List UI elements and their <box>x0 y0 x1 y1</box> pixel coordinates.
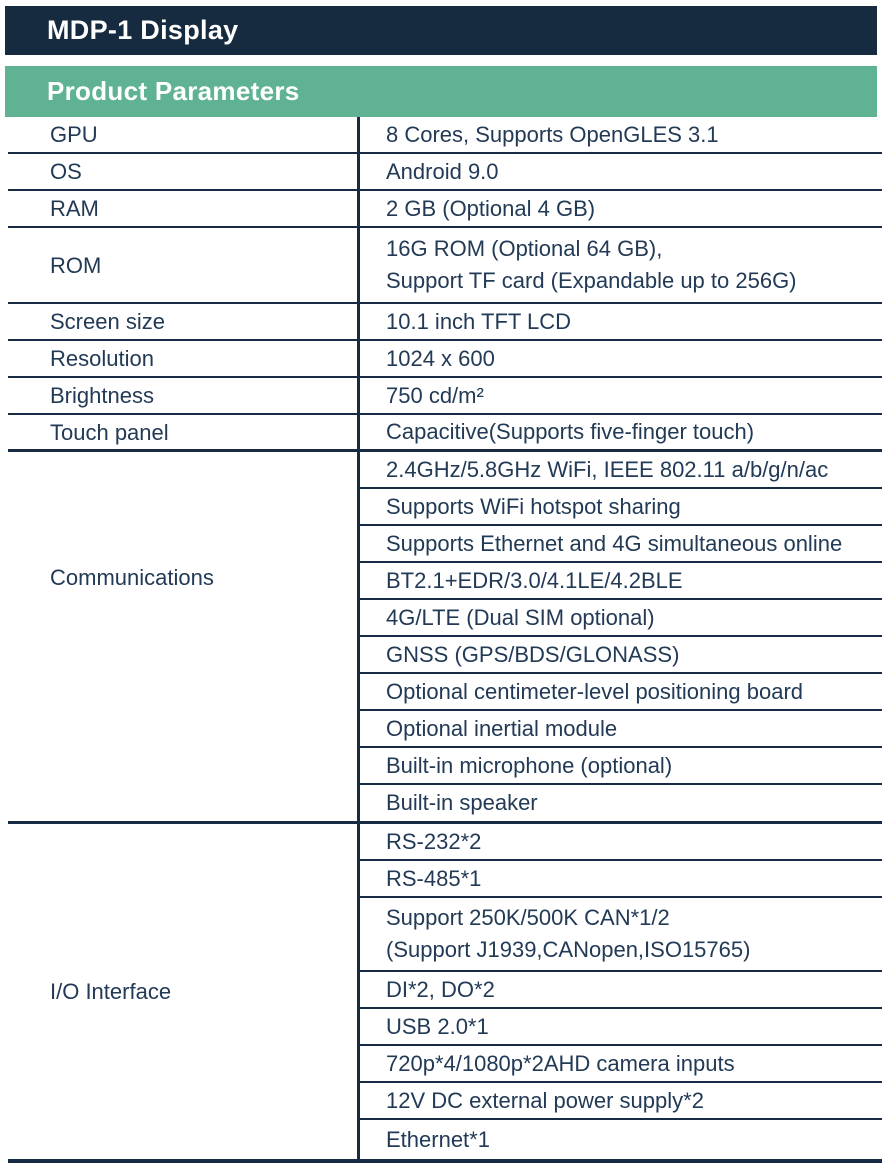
spec-value-row <box>360 972 882 1009</box>
spec-value-row <box>360 304 882 339</box>
spec-value-line: Built-in microphone (optional) <box>386 752 673 778</box>
spec-label-text: I/O Interface <box>50 979 172 1004</box>
spec-value-line: 4G/LTE (Dual SIM optional) <box>386 604 655 630</box>
spec-values <box>360 378 882 413</box>
spec-label <box>8 378 360 413</box>
spec-value-line: Supports WiFi hotspot sharing <box>386 493 681 519</box>
spec-value-line: USB 2.0*1 <box>386 1013 489 1039</box>
spec-value-row <box>360 1046 882 1083</box>
spec-label-text: RAM <box>50 196 99 221</box>
spec-label-text: Touch panel <box>50 419 169 445</box>
spec-value-line: Ethernet*1 <box>386 1126 490 1152</box>
spec-value-row <box>360 600 882 637</box>
spec-row <box>8 824 882 1159</box>
spec-value-line: DI*2, DO*2 <box>386 976 495 1002</box>
spec-label <box>8 452 360 821</box>
spec-value-line: GNSS (GPS/BDS/GLONASS) <box>386 641 680 667</box>
spec-row <box>8 452 882 824</box>
spec-values <box>360 117 882 152</box>
spec-value-row <box>360 861 882 898</box>
spec-label <box>8 415 360 449</box>
spec-value-row <box>360 341 882 376</box>
spec-label <box>8 824 360 1159</box>
spec-value-line: Optional centimeter-level positioning board <box>386 678 804 704</box>
spec-value-line: Supports Ethernet and 4G simultaneous online <box>386 530 843 556</box>
spec-value-row <box>360 674 882 711</box>
spec-value-row <box>360 378 882 413</box>
spec-value-line: BT2.1+EDR/3.0/4.1LE/4.2BLE <box>386 567 683 593</box>
spec-label <box>8 304 360 339</box>
spec-value-row <box>360 824 882 861</box>
spec-value-row <box>360 117 882 152</box>
spec-value-row <box>360 563 882 600</box>
spec-value-row <box>360 1120 882 1159</box>
spec-value-row <box>360 785 882 821</box>
spec-value-row <box>360 637 882 674</box>
spec-value-line: 8 Cores, Supports OpenGLES 3.1 <box>386 121 719 147</box>
spec-row <box>8 191 882 228</box>
spec-value-line: 16G ROM (Optional 64 GB), <box>386 236 663 261</box>
spec-value-line: 12V DC external power supply*2 <box>386 1087 704 1113</box>
spec-value-row <box>360 154 882 189</box>
spec-label-text: ROM <box>50 252 102 278</box>
spec-value-row <box>360 748 882 785</box>
spec-value-line: 10.1 inch TFT LCD <box>386 308 572 334</box>
spec-values <box>360 191 882 226</box>
spec-values <box>360 824 882 1159</box>
spec-row <box>8 378 882 415</box>
spec-value-line: 2 GB (Optional 4 GB) <box>386 195 596 221</box>
spec-value-line: RS-232*2 <box>386 828 482 854</box>
spec-value-line: Android 9.0 <box>386 158 499 184</box>
spec-label <box>8 228 360 302</box>
spec-value-line: 750 cd/m² <box>386 382 484 408</box>
spec-value-row <box>360 1083 882 1120</box>
spec-row <box>8 415 882 452</box>
spec-value-row <box>360 711 882 748</box>
spec-value-row <box>360 898 882 972</box>
spec-label-text: OS <box>50 159 82 184</box>
section-header: Product Parameters <box>47 76 300 106</box>
spec-row <box>8 341 882 378</box>
spec-table <box>8 117 882 1163</box>
spec-value-line: (Support J1939,CANopen,ISO15765) <box>386 937 751 962</box>
spec-label <box>8 191 360 226</box>
spec-row <box>8 228 882 304</box>
spec-value-row <box>360 415 882 449</box>
spec-label-text: GPU <box>50 122 98 147</box>
spec-label <box>8 117 360 152</box>
spec-values <box>360 304 882 339</box>
spec-value-row <box>360 452 882 489</box>
spec-label-text: Screen size <box>50 309 165 334</box>
spec-value-row <box>360 526 882 563</box>
spec-values <box>360 228 882 302</box>
spec-label-text: Communications <box>50 565 214 590</box>
spec-row <box>8 304 882 341</box>
spec-value-line: 720p*4/1080p*2AHD camera inputs <box>386 1050 735 1076</box>
spec-row <box>8 154 882 191</box>
spec-label-text: Brightness <box>50 383 154 408</box>
section-header-bar <box>5 66 877 117</box>
spec-value-line: Capacitive(Supports five-finger touch) <box>386 419 755 444</box>
spec-value-line: Built-in speaker <box>386 790 538 815</box>
spec-value-line: Optional inertial module <box>386 715 618 741</box>
spec-row <box>8 117 882 154</box>
spec-values <box>360 452 882 821</box>
spec-value-row <box>360 1009 882 1046</box>
spec-value-row <box>360 228 882 302</box>
spec-values <box>360 154 882 189</box>
spec-values <box>360 415 882 449</box>
page-title: MDP-1 Display <box>47 15 239 45</box>
spec-label-text: Resolution <box>50 346 154 371</box>
spec-value-row <box>360 489 882 526</box>
spec-label <box>8 154 360 189</box>
spec-value-line: 1024 x 600 <box>386 345 495 371</box>
spec-value-line: 2.4GHz/5.8GHz WiFi, IEEE 802.11 a/b/g/n/ac <box>386 456 829 482</box>
spec-value-line: RS-485*1 <box>386 865 482 891</box>
spec-value-row <box>360 191 882 226</box>
spec-label <box>8 341 360 376</box>
spec-value-line: Support 250K/500K CAN*1/2 <box>386 905 670 930</box>
spec-value-line: Support TF card (Expandable up to 256G) <box>386 268 797 293</box>
spec-values <box>360 341 882 376</box>
title-bar <box>5 6 877 55</box>
